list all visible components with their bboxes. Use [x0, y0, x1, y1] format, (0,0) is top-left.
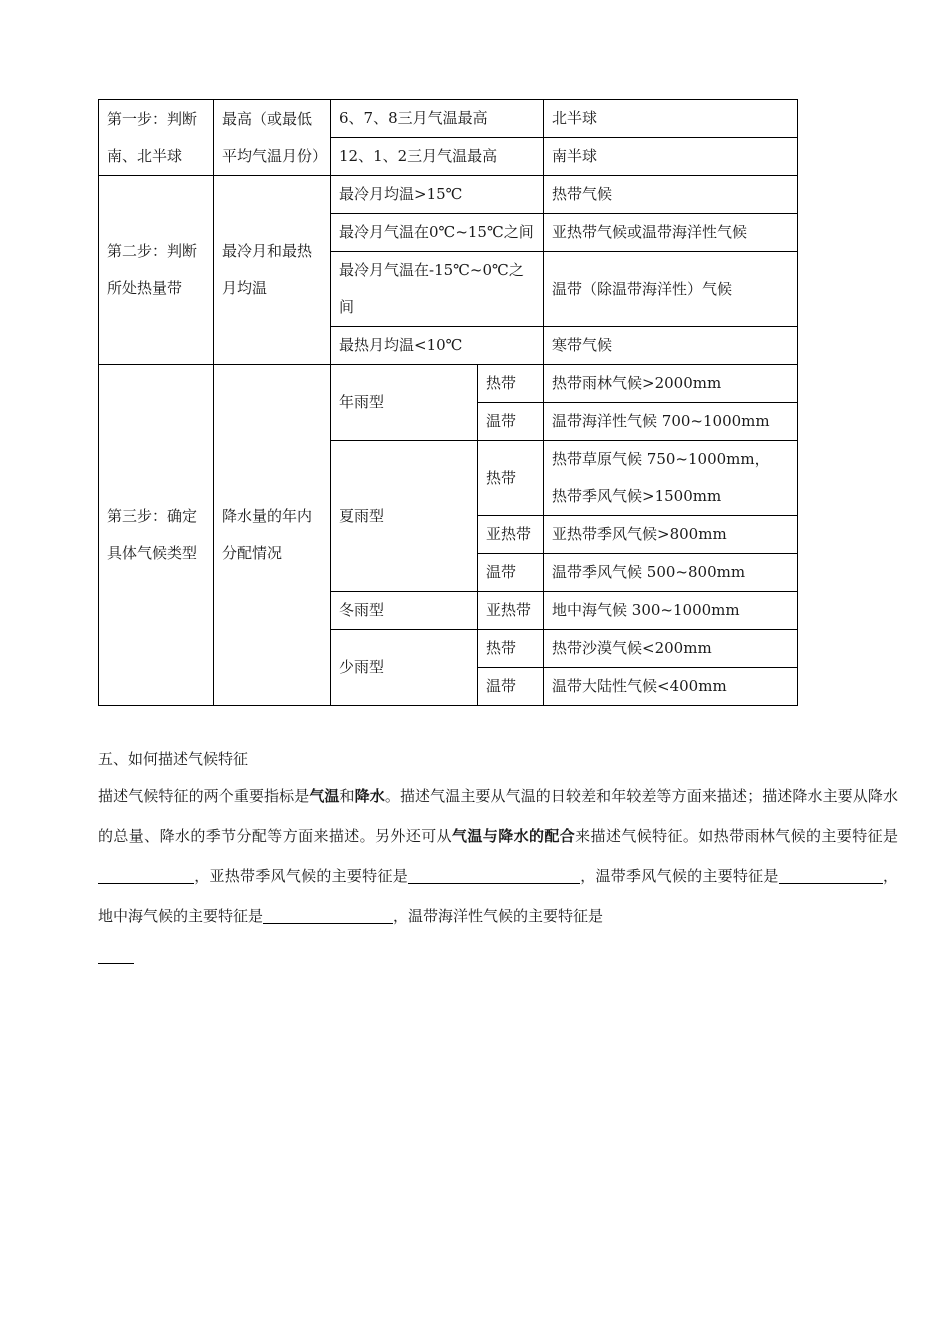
rain-type-winter: 冬雨型 [331, 592, 478, 630]
climate-result: 地中海气候 300~1000mm [544, 592, 798, 630]
zone-cell: 温带 [478, 668, 544, 706]
answer-blank-3[interactable] [779, 865, 883, 884]
zone-cell: 温带 [478, 403, 544, 441]
rain-type-dry: 少雨型 [331, 630, 478, 706]
step1-result-1: 北半球 [544, 100, 798, 138]
bold-term: 气温与降水的配合 [452, 827, 576, 845]
zone-cell: 亚热带 [478, 516, 544, 554]
text-run: 。描述气温主要从气温的日较差和年较差等方面来描述；描述降水主要从降水的总量、降水的季节分配等方面来描述。另外还可从 [98, 787, 898, 845]
climate-result: 热带雨林气候>2000mm [544, 365, 798, 403]
step2-label: 第二步：判断所处热量带 [99, 176, 214, 365]
step2-result-2: 亚热带气候或温带海洋性气候 [544, 214, 798, 252]
climate-result: 亚热带季风气候>800mm [544, 516, 798, 554]
step3-criterion: 降水量的年内分配情况 [214, 365, 331, 706]
climate-result: 温带大陆性气候<400mm [544, 668, 798, 706]
step1-condition-2: 12、1、2三月气温最高 [331, 138, 544, 176]
zone-cell: 亚热带 [478, 592, 544, 630]
answer-blank-5[interactable] [98, 945, 134, 964]
text-run: 来描述气候特征。如热带雨林气候的主要特征是 [575, 827, 898, 845]
text-run: 和 [339, 787, 355, 805]
step2-result-3: 温带（除温带海洋性）气候 [544, 252, 798, 327]
text-run: ，亚热带季风气候的主要特征是 [194, 867, 408, 885]
step2-condition-1: 最冷月均温>15℃ [331, 176, 544, 214]
rain-type-summer: 夏雨型 [331, 441, 478, 592]
climate-result: 热带季风气候>1500mm [544, 478, 798, 516]
step3-label: 第三步：确定具体气候类型 [99, 365, 214, 706]
section-heading: 五、如何描述气候特征 [98, 750, 249, 768]
text-run: ，地中海气候的主要特征是 [98, 867, 898, 925]
zone-cell: 温带 [478, 554, 544, 592]
answer-blank-1[interactable] [98, 865, 194, 884]
step1-condition-1: 6、7、8三月气温最高 [331, 100, 544, 138]
answer-blank-4[interactable] [263, 905, 393, 924]
zone-cell: 热带 [478, 365, 544, 403]
step2-condition-2: 最冷月气温在0℃~15℃之间 [331, 214, 544, 252]
climate-result: 热带沙漠气候<200mm [544, 630, 798, 668]
description-paragraph [98, 776, 898, 976]
zone-cell: 热带 [478, 441, 544, 516]
step2-condition-4: 最热月均温<10℃ [331, 327, 544, 365]
step2-condition-3: 最冷月气温在-15℃~0℃之间 [331, 252, 544, 327]
climate-table [98, 99, 798, 706]
text-run: ，温带海洋性气候的主要特征是 [393, 907, 604, 925]
climate-result: 温带季风气候 500~800mm [544, 554, 798, 592]
step2-result-1: 热带气候 [544, 176, 798, 214]
climate-result: 温带海洋性气候 700~1000mm [544, 403, 798, 441]
step2-result-4: 寒带气候 [544, 327, 798, 365]
answer-blank-2[interactable] [408, 865, 580, 884]
text-run: ，温带季风气候的主要特征是 [579, 867, 779, 885]
climate-result: 热带草原气候 750~1000mm， [544, 441, 798, 479]
zone-cell: 热带 [478, 630, 544, 668]
step1-result-2: 南半球 [544, 138, 798, 176]
bold-term: 气温 [309, 787, 340, 805]
text-run: 描述气候特征的两个重要指标是 [98, 787, 310, 805]
step2-criterion: 最冷月和最热月均温 [214, 176, 331, 365]
step1-criterion: 最高（或最低平均气温月份） [214, 100, 331, 176]
rain-type-year-round: 年雨型 [331, 365, 478, 441]
bold-term: 降水 [354, 787, 385, 805]
step1-label: 第一步：判断南、北半球 [99, 100, 214, 176]
